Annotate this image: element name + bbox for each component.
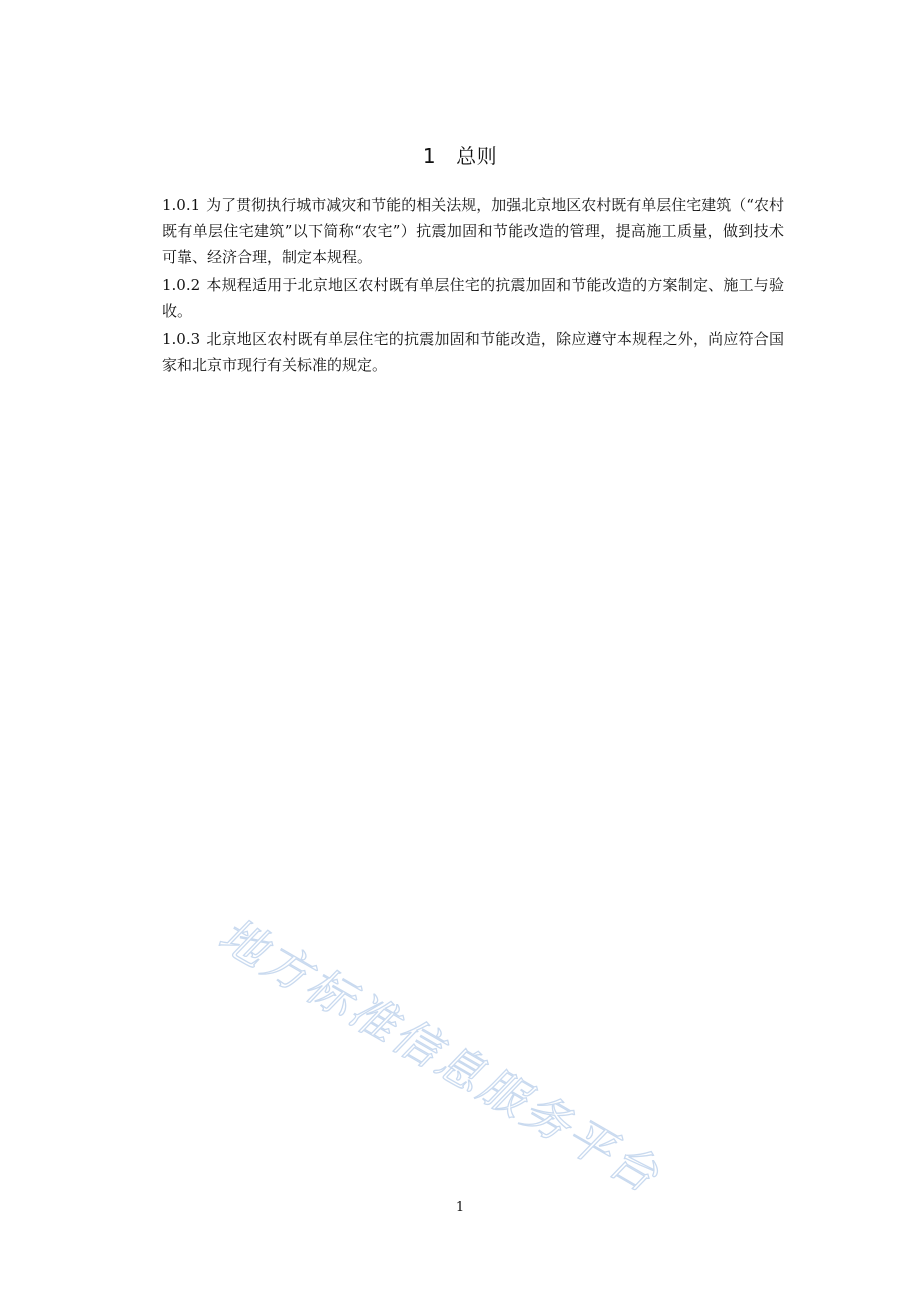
clause-text: 为了贯彻执行城市减灾和节能的相关法规，加强北京地区农村既有单层住宅建筑（“农村既有单层住宅建筑”以下简称“农宅”）抗震加固和节能改造的管理，提高施工质量，做到技术可靠、经济合理，制定本规程。 bbox=[162, 196, 784, 266]
chapter-name: 总则 bbox=[456, 144, 498, 168]
chapter-body bbox=[162, 192, 784, 380]
clause-text: 北京地区农村既有单层住宅的抗震加固和节能改造，除应遵守本规程之外，尚应符合国家和北京市现行有关标准的规定。 bbox=[162, 330, 784, 374]
watermark: 地方标准信息服务平台 bbox=[210, 907, 671, 1204]
clause-1-0-2 bbox=[162, 272, 784, 324]
clause-number: 1.0.3 bbox=[162, 330, 201, 348]
clause-1-0-3 bbox=[162, 326, 784, 378]
clause-number: 1.0.1 bbox=[162, 196, 201, 214]
clause-number: 1.0.2 bbox=[162, 276, 201, 294]
page-number: 1 bbox=[455, 1200, 465, 1215]
clause-text: 本规程适用于北京地区农村既有单层住宅的抗震加固和节能改造的方案制定、施工与验收。 bbox=[162, 276, 784, 320]
chapter-title bbox=[0, 140, 920, 169]
clause-1-0-1 bbox=[162, 192, 784, 270]
chapter-number: 1 bbox=[422, 144, 437, 168]
